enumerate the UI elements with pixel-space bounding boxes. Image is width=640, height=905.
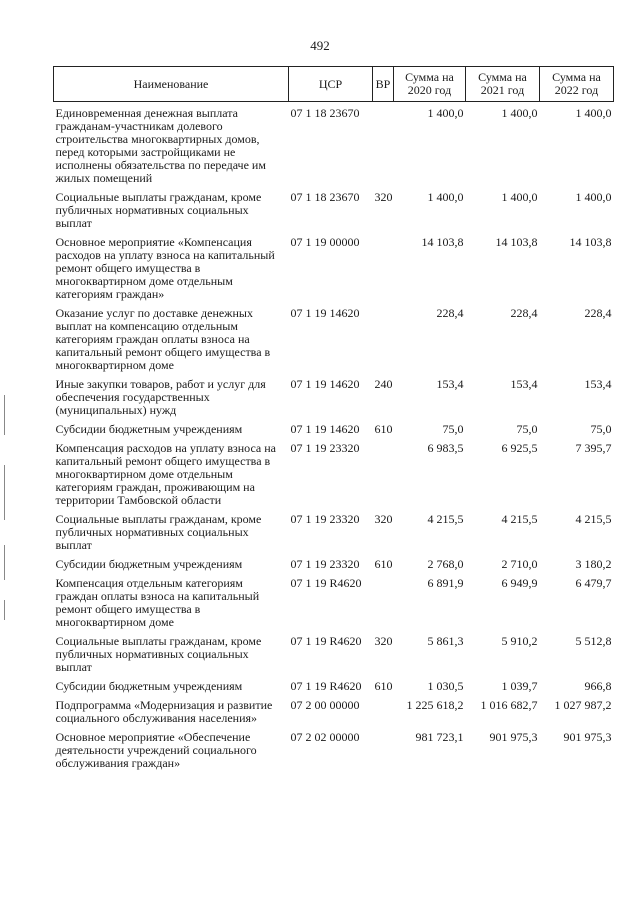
budget-table — [53, 66, 614, 776]
table-row — [54, 378, 614, 423]
row-vr: 240 — [374, 377, 393, 391]
row-csr: 07 1 19 00000 — [290, 235, 360, 249]
row-csr: 07 1 19 14620 — [290, 306, 360, 320]
row-name: Единовременная денежная выплата гражданам-участникам долевого строительства многоквартирных домов, перед которыми застройщиками не исполнены обязательства по передаче им жилых помещений — [55, 106, 266, 185]
row-sum-2022: 1 400,0 — [575, 106, 612, 120]
row-sum-2020: 4 215,5 — [427, 512, 464, 526]
row-sum-2021: 1 016 682,7 — [480, 698, 538, 712]
row-sum-2020: 1 225 618,2 — [406, 698, 464, 712]
row-sum-2021: 228,4 — [510, 306, 538, 320]
row-name: Социальные выплаты гражданам, кроме публичных нормативных социальных выплат — [55, 512, 262, 552]
row-csr: 07 1 19 23320 — [290, 512, 360, 526]
row-sum-2020: 5 861,3 — [427, 634, 464, 648]
row-sum-2020: 14 103,8 — [421, 235, 464, 249]
row-sum-2022: 901 975,3 — [563, 730, 612, 744]
row-name: Компенсация отдельным категориям граждан оплаты взноса на капитальный ремонт общего имущества в многоквартирном доме — [55, 576, 260, 629]
row-csr: 07 1 19 14620 — [290, 377, 360, 391]
table-row — [54, 442, 614, 513]
row-sum-2021: 6 925,5 — [501, 441, 538, 455]
row-vr: 320 — [374, 190, 393, 204]
row-sum-2020: 1 400,0 — [427, 190, 464, 204]
row-sum-2021: 75,0 — [516, 422, 538, 436]
row-csr: 07 1 19 R4620 — [290, 679, 362, 693]
row-name: Иные закупки товаров, работ и услуг для обеспечения государственных (муниципальных) нужд — [55, 377, 266, 417]
row-sum-2020: 1 400,0 — [427, 106, 464, 120]
row-sum-2021: 5 910,2 — [501, 634, 538, 648]
header-vr: ВР — [373, 67, 394, 102]
table-row — [54, 558, 614, 577]
row-sum-2020: 153,4 — [436, 377, 464, 391]
row-csr: 07 2 00 00000 — [290, 698, 360, 712]
row-sum-2022: 228,4 — [584, 306, 612, 320]
row-sum-2022: 153,4 — [584, 377, 612, 391]
row-sum-2020: 75,0 — [442, 422, 464, 436]
row-vr: 610 — [374, 679, 393, 693]
row-sum-2020: 6 983,5 — [427, 441, 464, 455]
row-csr: 07 1 19 23320 — [290, 441, 360, 455]
header-csr: ЦСР — [289, 67, 373, 102]
row-sum-2021: 1 039,7 — [501, 679, 538, 693]
row-csr: 07 1 19 R4620 — [290, 576, 362, 590]
row-name: Основное мероприятие «Обеспечение деятельности учреждений социального обслуживания граждан» — [55, 730, 257, 770]
table-row — [54, 513, 614, 558]
row-csr: 07 1 18 23670 — [290, 190, 360, 204]
table-row — [54, 699, 614, 731]
row-vr: 610 — [374, 422, 393, 436]
row-name: Социальные выплаты гражданам, кроме публичных нормативных социальных выплат — [55, 634, 262, 674]
row-sum-2021: 2 710,0 — [501, 557, 538, 571]
row-sum-2022: 14 103,8 — [569, 235, 612, 249]
table-row — [54, 577, 614, 635]
row-sum-2021: 4 215,5 — [501, 512, 538, 526]
row-name: Компенсация расходов на уплату взноса на капитальный ремонт общего имущества в многоквартирном доме отдельным категориям граждан, проживающим на территории Тамбовской области — [55, 441, 276, 507]
row-vr — [373, 307, 394, 378]
page-number: 492 — [310, 38, 330, 53]
row-name: Субсидии бюджетным учреждениям — [55, 422, 243, 436]
table-row — [54, 731, 614, 776]
row-vr — [373, 731, 394, 776]
row-vr — [373, 102, 394, 192]
table-row — [54, 423, 614, 442]
table-row — [54, 680, 614, 699]
header-sum-2021: Сумма на 2021 год — [466, 67, 540, 102]
row-sum-2020: 1 030,5 — [427, 679, 464, 693]
table-row — [54, 102, 614, 192]
row-sum-2020: 228,4 — [436, 306, 464, 320]
row-sum-2020: 981 723,1 — [415, 730, 464, 744]
row-name: Субсидии бюджетным учреждениям — [55, 557, 243, 571]
table-row — [54, 635, 614, 680]
header-name: Наименование — [54, 67, 289, 102]
row-sum-2022: 3 180,2 — [575, 557, 612, 571]
binding-marks — [0, 395, 12, 635]
row-sum-2022: 75,0 — [590, 422, 612, 436]
row-csr: 07 2 02 00000 — [290, 730, 360, 744]
row-csr: 07 1 19 23320 — [290, 557, 360, 571]
row-sum-2022: 1 400,0 — [575, 190, 612, 204]
row-vr — [373, 577, 394, 635]
row-sum-2021: 6 949,9 — [501, 576, 538, 590]
row-name: Оказание услуг по доставке денежных выплат на компенсацию отдельным категориям граждан оплаты взноса на капитальный ремонт общего имущества в многоквартирном доме — [55, 306, 271, 372]
row-sum-2021: 1 400,0 — [501, 106, 538, 120]
row-name: Субсидии бюджетным учреждениям — [55, 679, 243, 693]
table-row — [54, 191, 614, 236]
row-sum-2021: 1 400,0 — [501, 190, 538, 204]
row-sum-2022: 1 027 987,2 — [554, 698, 612, 712]
table-row — [54, 307, 614, 378]
row-vr — [373, 236, 394, 307]
row-name: Подпрограмма «Модернизация и развитие социального обслуживания населения» — [55, 698, 273, 725]
row-name: Основное мероприятие «Компенсация расходов на уплату взноса на капитальный ремонт общего имущества в многоквартирном доме отдельным категориям граждан» — [55, 235, 275, 301]
row-vr — [373, 699, 394, 731]
row-vr: 320 — [374, 512, 393, 526]
row-sum-2022: 966,8 — [584, 679, 612, 693]
row-sum-2020: 2 768,0 — [427, 557, 464, 571]
table-header-row — [54, 67, 614, 102]
row-vr: 320 — [374, 634, 393, 648]
row-sum-2020: 6 891,9 — [427, 576, 464, 590]
row-csr: 07 1 19 R4620 — [290, 634, 362, 648]
row-vr: 610 — [374, 557, 393, 571]
row-csr: 07 1 19 14620 — [290, 422, 360, 436]
row-sum-2022: 7 395,7 — [575, 441, 612, 455]
header-sum-2022: Сумма на 2022 год — [540, 67, 614, 102]
row-sum-2021: 901 975,3 — [489, 730, 538, 744]
row-sum-2021: 153,4 — [510, 377, 538, 391]
row-name: Социальные выплаты гражданам, кроме публичных нормативных социальных выплат — [55, 190, 262, 230]
row-sum-2022: 4 215,5 — [575, 512, 612, 526]
row-sum-2022: 6 479,7 — [575, 576, 612, 590]
row-sum-2021: 14 103,8 — [495, 235, 538, 249]
table-row — [54, 236, 614, 307]
row-sum-2022: 5 512,8 — [575, 634, 612, 648]
row-csr: 07 1 18 23670 — [290, 106, 360, 120]
header-sum-2020: Сумма на 2020 год — [394, 67, 466, 102]
row-vr — [373, 442, 394, 513]
